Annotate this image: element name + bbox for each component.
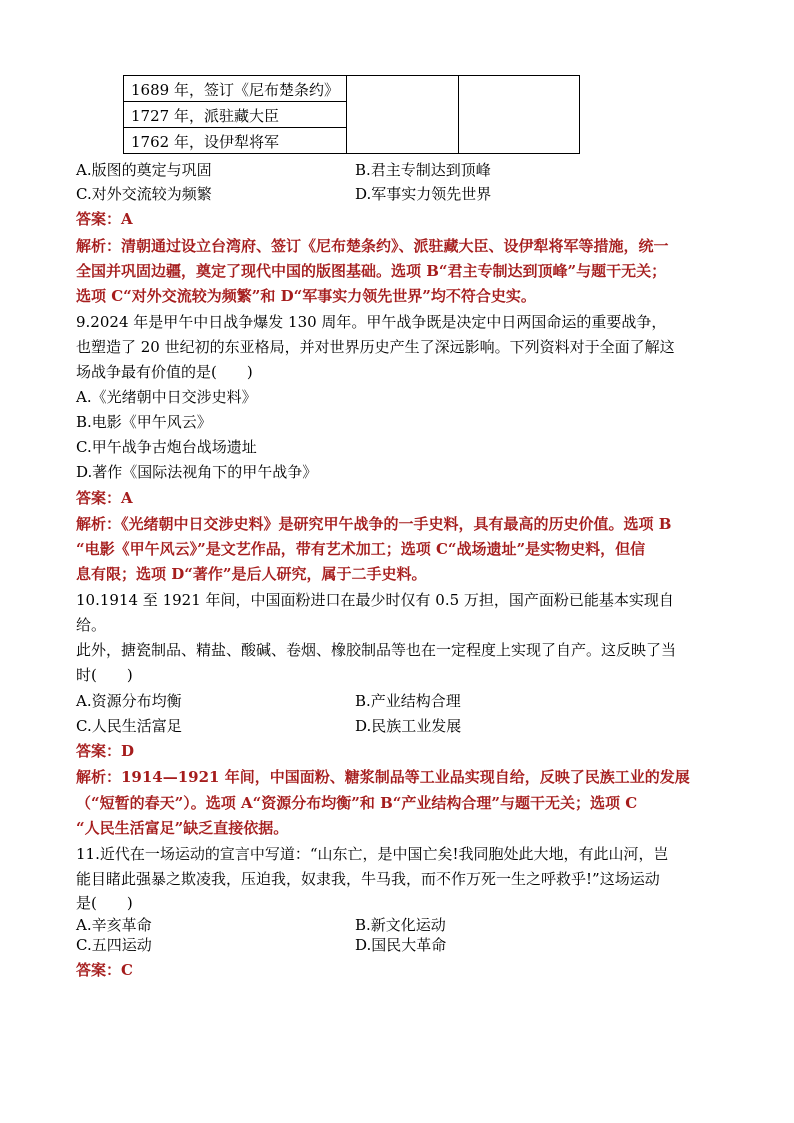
q9-answer: 答案：A <box>76 489 133 507</box>
q8-option-b: B.君主专制达到顶峰 <box>355 161 491 179</box>
table-divider <box>458 76 459 153</box>
q11-stem-line: 能目睹此强暴之欺凌我，压迫我，奴隶我，牛马我，而不作万死一生之呼救乎!”这场运动 <box>76 870 660 888</box>
q9-option-d: D.著作《国际法视角下的甲午战争》 <box>76 463 318 481</box>
table-divider <box>346 76 347 153</box>
table-cell: 1689 年，签订《尼布楚条约》 <box>131 81 339 99</box>
q10-answer: 答案：D <box>76 742 135 760</box>
q9-option-a: A.《光绪朝中日交涉史料》 <box>76 388 257 406</box>
q11-answer: 答案：C <box>76 961 133 979</box>
q8-analysis-line: 全国并巩固边疆，奠定了现代中国的版图基础。选项 B“君主专制达到顶峰”与题干无关； <box>76 262 667 280</box>
q9-stem-line: 场战争最有价值的是( ) <box>76 363 253 381</box>
q10-analysis-line: “人民生活富足”缺乏直接依据。 <box>76 819 289 837</box>
q11-option-c: C.五四运动 <box>76 936 152 954</box>
history-table <box>123 75 580 154</box>
q8-option-d: D.军事实力领先世界 <box>355 185 492 203</box>
q11-stem-line: 是( ) <box>76 894 133 912</box>
q10-stem-line: 此外，搪瓷制品、精盐、酸碱、卷烟、橡胶制品等也在一定程度上实现了自产。这反映了当 <box>76 641 677 659</box>
q9-analysis-line: 息有限；选项 D“著作”是后人研究，属于二手史料。 <box>76 565 427 583</box>
q10-stem-line: 给。 <box>76 616 107 634</box>
q11-option-b: B.新文化运动 <box>355 916 446 934</box>
q10-stem-line: 时( ) <box>76 666 133 684</box>
q11-option-a: A.辛亥革命 <box>76 916 152 934</box>
q9-option-b: B.电影《甲午风云》 <box>76 413 212 431</box>
q9-option-c: C.甲午战争古炮台战场遗址 <box>76 438 257 456</box>
q10-analysis-line: 解析：1914—1921 年间，中国面粉、糖浆制品等工业品实现自给，反映了民族工业的发展 <box>76 768 690 786</box>
q8-option-c: C.对外交流较为频繁 <box>76 185 212 203</box>
q10-analysis-line: （“短暂的春天”）。选项 A“资源分布均衡”和 B“产业结构合理”与题干无关；选项 C <box>76 794 638 812</box>
q9-stem-line: 9.2024 年是甲午中日战争爆发 130 周年。甲午战争既是决定中日两国命运的重要战争， <box>76 313 667 331</box>
q9-analysis-line: “电影《甲午风云》”是文艺作品，带有艺术加工；选项 C“战场遗址”是实物史料，但信 <box>76 540 646 558</box>
q10-option-c: C.人民生活富足 <box>76 717 182 735</box>
q11-stem-line: 11.近代在一场运动的宣言中写道：“山东亡，是中国亡矣!我同胞处此大地，有此山河，岂 <box>76 845 669 863</box>
q9-stem-line: 也塑造了 20 世纪初的东亚格局，并对世界历史产生了深远影响。下列资料对于全面了解这 <box>76 338 675 356</box>
q8-option-a: A.版图的奠定与巩固 <box>76 161 212 179</box>
q8-analysis-line: 解析：清朝通过设立台湾府、签订《尼布楚条约》、派驻藏大臣、设伊犁将军等措施，统一 <box>76 237 669 255</box>
q8-answer: 答案：A <box>76 210 133 228</box>
q10-option-d: D.民族工业发展 <box>355 717 462 735</box>
table-cell: 1762 年，设伊犁将军 <box>131 133 279 151</box>
table-cell: 1727 年，派驻藏大臣 <box>131 107 279 125</box>
q8-analysis-line: 选项 C“对外交流较为频繁”和 D“军事实力领先世界”均不符合史实。 <box>76 287 536 305</box>
q9-analysis-line: 解析：《光绪朝中日交涉史料》是研究甲午战争的一手史料，具有最高的历史价值。选项 B <box>76 515 672 533</box>
q10-option-b: B.产业结构合理 <box>355 692 461 710</box>
q10-stem-line: 10.1914 至 1921 年间，中国面粉进口在最少时仅有 0.5 万担，国产面粉已能基本实现自 <box>76 591 674 609</box>
q11-option-d: D.国民大革命 <box>355 936 447 954</box>
q10-option-a: A.资源分布均衡 <box>76 692 182 710</box>
